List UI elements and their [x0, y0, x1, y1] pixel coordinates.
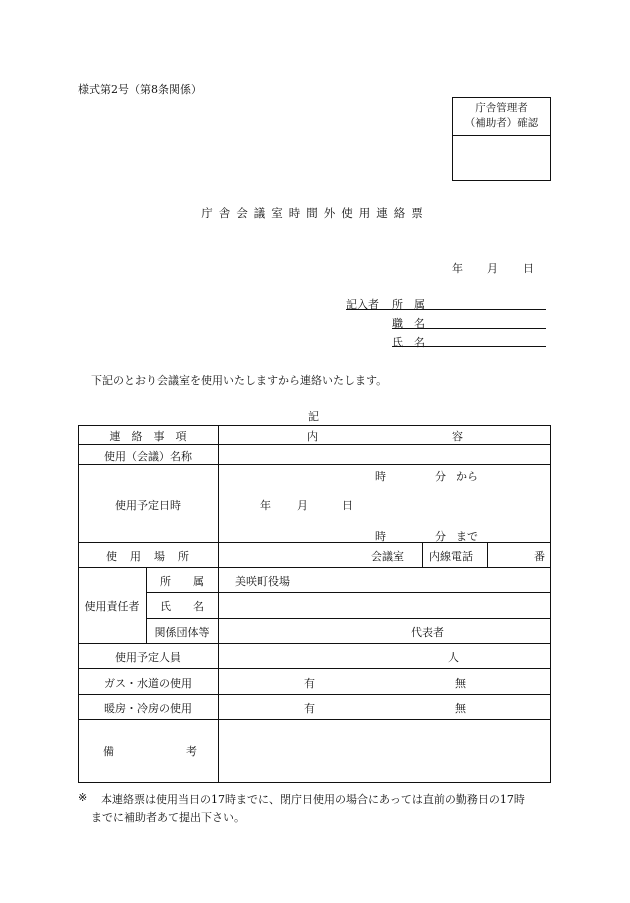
- resp-group-field[interactable]: [219, 619, 550, 643]
- remarks-label-a: 備: [103, 745, 114, 758]
- resp-name-field[interactable]: [219, 593, 550, 618]
- note-line2: までに補助者あて提出下さい。: [91, 811, 245, 824]
- responsible-label: 使用責任者: [84, 600, 140, 613]
- place-room-suffix: 会議室: [371, 550, 404, 563]
- stamp-box-header: [453, 98, 550, 136]
- note-mark: ※: [78, 791, 88, 804]
- resp-dept-label: 所 属: [160, 575, 204, 588]
- schedule-from-min: 分: [435, 470, 446, 483]
- remarks-field[interactable]: [219, 720, 550, 782]
- resp-group-label: 関係団体等: [154, 626, 210, 639]
- writer-name-field[interactable]: [392, 346, 546, 347]
- resp-rep-label: 代表者: [411, 626, 444, 639]
- place-ext-suffix: 番: [534, 550, 545, 563]
- intro-text: 下記のとおり会議室を使用いたしますから連絡いたします。: [91, 374, 388, 387]
- writer-position-field[interactable]: [392, 328, 546, 329]
- schedule-day: 日: [342, 499, 353, 512]
- remarks-label-b: 考: [186, 745, 197, 758]
- gas-label: ガス・水道の使用: [104, 677, 192, 690]
- attendees-label: 使用予定人員: [115, 651, 181, 664]
- schedule-from-hour: 時: [375, 470, 386, 483]
- stamp-area[interactable]: [453, 136, 550, 180]
- form-title: 庁舎会議室時間外使用連絡票: [201, 206, 429, 220]
- gas-yes-option[interactable]: 有: [304, 677, 315, 690]
- header-content-a: 内: [307, 430, 318, 443]
- ki-label: 記: [308, 410, 319, 423]
- writer-department-field[interactable]: [346, 309, 546, 310]
- attendees-suffix: 人: [448, 651, 459, 664]
- writer-label: 記入者: [346, 298, 379, 311]
- form-number: 様式第2号（第8条関係）: [78, 83, 202, 96]
- schedule-to-min: 分: [435, 530, 446, 543]
- date-year-label: 年: [452, 262, 463, 275]
- writer-department-label: 所 属: [392, 298, 425, 311]
- stamp-box-line2: （補助者）確認: [464, 117, 539, 129]
- attendees-field[interactable]: [219, 644, 550, 668]
- schedule-month: 月: [297, 499, 308, 512]
- header-content-b: 容: [452, 430, 463, 443]
- confirmation-stamp-box: [452, 97, 551, 181]
- schedule-from: から: [456, 470, 478, 483]
- gas-no-option[interactable]: 無: [455, 677, 466, 690]
- resp-name-label: 氏 名: [160, 600, 204, 613]
- use-name-field[interactable]: [219, 445, 550, 464]
- schedule-year: 年: [260, 499, 271, 512]
- use-name-label: 使用（会議）名称: [104, 450, 192, 463]
- resp-dept-value[interactable]: 美咲町役場: [235, 575, 290, 588]
- writer-position-label: 職 名: [392, 317, 425, 330]
- heat-yes-option[interactable]: 有: [304, 702, 315, 715]
- heat-label: 暖房・冷房の使用: [104, 702, 192, 715]
- place-label: 使 用 場 所: [106, 550, 190, 563]
- schedule-to-hour: 時: [375, 530, 386, 543]
- note-line1: 本連絡票は使用当日の17時までに、閉庁日使用の場合にあっては直前の勤務日の17時: [101, 793, 525, 806]
- schedule-label: 使用予定日時: [115, 499, 181, 512]
- header-item: 連 絡 事 項: [109, 430, 187, 443]
- writer-name-label: 氏 名: [392, 336, 425, 349]
- place-ext-label: 内線電話: [429, 550, 473, 563]
- usage-table: [78, 425, 551, 783]
- date-day-label: 日: [523, 262, 534, 275]
- stamp-box-line1: 庁舎管理者: [475, 102, 528, 114]
- schedule-to: まで: [456, 530, 478, 543]
- date-month-label: 月: [487, 262, 498, 275]
- heat-no-option[interactable]: 無: [455, 702, 466, 715]
